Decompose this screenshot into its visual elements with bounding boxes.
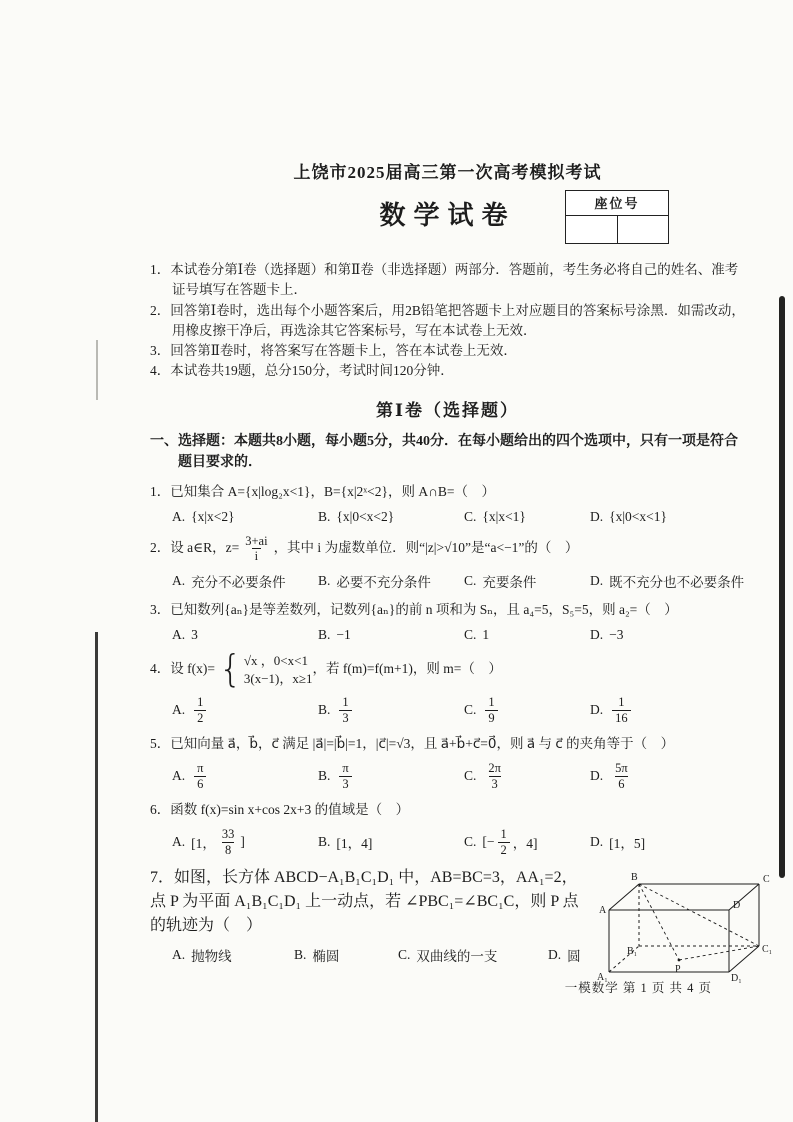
fraction-denominator: 6: [615, 776, 627, 791]
option-d: [590, 761, 745, 791]
fraction-denominator: 6: [194, 776, 206, 791]
option-letter: A.: [172, 572, 186, 588]
option-text: {x|x<2}: [191, 508, 235, 524]
option-c: [464, 571, 590, 591]
option-letter: B.: [294, 946, 307, 962]
seat-number-label: 座位号: [566, 191, 668, 216]
option-text: [1，: [191, 836, 216, 851]
option-a: [172, 627, 318, 643]
option-text: 充要条件: [482, 574, 537, 590]
exam-title: 上饶市2025届高三第一次高考模拟考试: [293, 163, 602, 182]
option-letter: B.: [318, 702, 331, 717]
fraction-numerator: π: [342, 761, 349, 776]
option-text: ]: [240, 834, 245, 849]
option-letter: C.: [464, 834, 477, 849]
fraction: [498, 827, 510, 857]
option-text: {x|0<x<2}: [336, 508, 395, 524]
fraction: [219, 827, 238, 857]
vertex-label-c1: C₁: [761, 943, 772, 955]
option-letter: A.: [172, 834, 186, 849]
option-letter: A.: [172, 768, 186, 783]
fraction-numerator: 2π: [488, 761, 501, 776]
option-a: [172, 509, 318, 525]
fraction: [339, 695, 351, 725]
option-letter: A.: [172, 508, 186, 524]
option-text: 1: [482, 626, 490, 642]
option-c: [464, 627, 590, 643]
piecewise-brace: {: [218, 647, 242, 691]
notice-item: 1．本试卷分第Ⅰ卷（选择题）和第Ⅱ卷（非选择题）两部分．答题前，考生务必将自己的姓名、准考证号填写在答题卡上．: [150, 262, 739, 298]
page-footer: 一模数学 第 1 页 共 4 页: [564, 981, 712, 995]
option-b: [318, 832, 464, 852]
piecewise-case: 3(x−1)，x≥1: [243, 670, 313, 686]
fraction-denominator: 3: [339, 710, 351, 725]
option-text: [1，5]: [609, 836, 646, 851]
question-4: [150, 647, 745, 725]
exam-notices: [150, 260, 745, 382]
vertex-label-b: B: [630, 871, 638, 883]
fraction-denominator: 2: [498, 842, 510, 857]
option-d: [590, 509, 745, 525]
option-b: [318, 627, 464, 643]
option-c: [398, 945, 548, 965]
fraction-numerator: π: [197, 761, 204, 776]
question-7-text-block: [150, 866, 581, 990]
fraction-denominator: 9: [485, 710, 497, 725]
vertex-label-d1: D₁: [730, 972, 742, 984]
question-4-stem: [150, 647, 745, 691]
option-text: 充分不必要条件: [191, 574, 286, 590]
option-a: [172, 571, 318, 591]
fraction: [612, 761, 631, 791]
fraction-numerator: 1: [488, 695, 495, 710]
option-text: −3: [609, 626, 624, 642]
option-letter: B.: [318, 508, 331, 524]
option-text: 椭圆: [312, 948, 340, 964]
fraction-numerator: 1: [197, 695, 204, 710]
option-c: [464, 827, 590, 857]
cuboid-figure: [581, 866, 775, 990]
fraction-numerator: 1: [342, 695, 349, 710]
option-b: [318, 761, 464, 791]
fraction-numerator: 1: [500, 827, 507, 842]
notice-item: 2．回答第Ⅰ卷时，选出每个小题答案后，用2B铅笔把答题卡上对应题目的答案标号涂黑．如需改动，用橡皮擦干净后，再选涂其它答案标号，写在本试卷上无效．: [150, 302, 745, 338]
point-label-p: P: [674, 963, 681, 975]
fraction: [194, 761, 206, 791]
fraction: [612, 695, 631, 725]
option-d: [590, 627, 745, 643]
option-d: [590, 832, 745, 852]
notice-item: 4．本试卷共19题，总分150分，考试时间120分钟．: [150, 363, 454, 379]
question-5-options: [172, 761, 745, 791]
option-letter: C.: [464, 768, 477, 783]
section-title: 第Ⅰ卷（选择题）: [376, 400, 519, 420]
option-text: −1: [336, 626, 351, 642]
option-letter: B.: [318, 626, 331, 642]
question-1: [150, 482, 745, 525]
option-letter: A.: [172, 946, 186, 962]
notice-item: 3．回答第Ⅱ卷时，将答案写在答题卡上，答在本试卷上无效．: [150, 343, 517, 358]
option-letter: C.: [464, 508, 477, 524]
piecewise-case: √x ，0<x<1: [243, 652, 308, 668]
option-text: [−: [482, 834, 495, 849]
vertex-label-d: D: [732, 899, 740, 911]
option-text: 必要不充分条件: [336, 574, 431, 590]
question-2: [150, 534, 745, 591]
fraction-denominator: 8: [222, 842, 234, 857]
stem-text: 4．设 f(x)=: [150, 661, 215, 677]
option-text: 双曲线的一支: [416, 948, 498, 964]
option-d: [548, 945, 581, 965]
option-b: [294, 945, 398, 965]
option-text: ，4]: [512, 836, 538, 851]
question-1-options: [172, 509, 745, 525]
option-letter: B.: [318, 768, 331, 783]
stem-text: ，其中 i 为虚数单位．则“|z|>√10”是“a<−1”的（ ）: [273, 540, 579, 556]
vertex-label-a1: A₁: [596, 971, 608, 983]
option-a: [172, 945, 294, 965]
option-a: [172, 695, 318, 725]
option-text: {x|0<x<1}: [609, 508, 668, 524]
cuboid-figure-svg: [587, 868, 775, 990]
fraction-denominator: i: [252, 548, 261, 563]
fraction-denominator: 3: [339, 776, 351, 791]
question-6: [150, 800, 745, 857]
option-letter: C.: [398, 946, 411, 962]
option-letter: D.: [590, 572, 604, 588]
paper-title: 数学试卷: [379, 201, 516, 230]
option-text: 抛物线: [191, 948, 232, 964]
fraction-numerator: 5π: [615, 761, 628, 776]
vertex-label-b1: B₁: [626, 945, 637, 957]
fraction: [339, 761, 351, 791]
option-letter: D.: [590, 508, 604, 524]
question-7: [150, 866, 772, 990]
question-1-stem: 1．已知集合 A={x|log₂x<1}，B={x|2ˣ<2}，则 A∩B=（ ）: [150, 483, 496, 499]
option-letter: C.: [464, 572, 477, 588]
option-c: [464, 509, 590, 525]
fraction-denominator: 3: [489, 776, 501, 791]
option-b: [318, 695, 464, 725]
option-letter: D.: [590, 834, 604, 849]
piecewise-cases: [244, 652, 313, 688]
vertex-label-a: A: [598, 904, 606, 916]
option-b: [318, 509, 464, 525]
option-a: [172, 827, 318, 857]
question-4-options: [172, 695, 745, 725]
option-c: [464, 695, 590, 725]
question-7-options: [172, 945, 581, 965]
fraction-numerator: 3+ai: [245, 533, 268, 548]
fraction-denominator: 16: [612, 710, 631, 725]
question-7-stem: 7．如图，长方体 ABCD−A₁B₁C₁D₁ 中，AB=BC=3，AA₁=2，点 P 为平面 A₁B₁C₁D₁ 上一动点，若 ∠PBC₁=∠BC₁C，则 P 点的轨迹为（ ）: [150, 868, 579, 934]
option-text: 圆: [567, 948, 581, 964]
option-letter: C.: [464, 626, 477, 642]
option-a: [172, 761, 318, 791]
fraction-numerator: 1: [618, 695, 625, 710]
option-d: [590, 571, 745, 591]
stem-text: ，若 f(m)=f(m+1)，则 m=（ ）: [312, 661, 502, 677]
option-b: [318, 571, 464, 591]
option-letter: B.: [318, 834, 331, 849]
option-text: 既不充分也不必要条件: [609, 574, 745, 590]
option-letter: C.: [464, 702, 477, 717]
fraction: [242, 534, 270, 564]
option-text: 3: [191, 626, 198, 642]
fraction-denominator: 2: [194, 710, 206, 725]
stem-text: 2．设 a∈R，z=: [150, 540, 240, 556]
option-letter: D.: [548, 946, 562, 962]
question-5-stem: 5．已知向量 a⃗，b⃗，c⃗ 满足 |a⃗|=|b⃗|=1，|c⃗|=√3，且 a⃗+b⃗+c⃗=0⃗，则 a⃗ 与 c⃗ 的夹角等于（ ）: [150, 735, 675, 751]
question-3: [150, 600, 745, 643]
fraction-numerator: 33: [221, 827, 235, 842]
question-3-stem: 3．已知数列{aₙ}是等差数列，记数列{aₙ}的前 n 项和为 Sₙ，且 a₄=5，S₅=5，则 a₂=（ ）: [150, 601, 678, 617]
vertex-label-c: C: [762, 873, 770, 885]
option-letter: B.: [318, 572, 331, 588]
option-letter: D.: [590, 626, 604, 642]
option-letter: D.: [590, 702, 604, 717]
option-letter: A.: [172, 702, 186, 717]
option-d: [590, 695, 745, 725]
question-3-options: [172, 627, 745, 643]
fraction: [485, 761, 504, 791]
option-text: {x|x<1}: [482, 508, 526, 524]
section-intro: 一、选择题：本题共8小题，每小题5分，共40分．在每小题给出的四个选项中，只有一项是符合题目要求的．: [150, 433, 738, 470]
option-c: [464, 761, 590, 791]
question-5: [150, 734, 745, 791]
fraction: [194, 695, 206, 725]
fraction: [485, 695, 497, 725]
question-6-stem: 6．函数 f(x)=sin x+cos 2x+3 的值域是（ ）: [150, 801, 410, 817]
question-2-stem: [150, 534, 745, 564]
question-6-options: [172, 827, 745, 857]
option-letter: A.: [172, 626, 186, 642]
option-text: [1，4]: [336, 836, 373, 851]
option-letter: D.: [590, 768, 604, 783]
question-2-options: [172, 571, 745, 591]
